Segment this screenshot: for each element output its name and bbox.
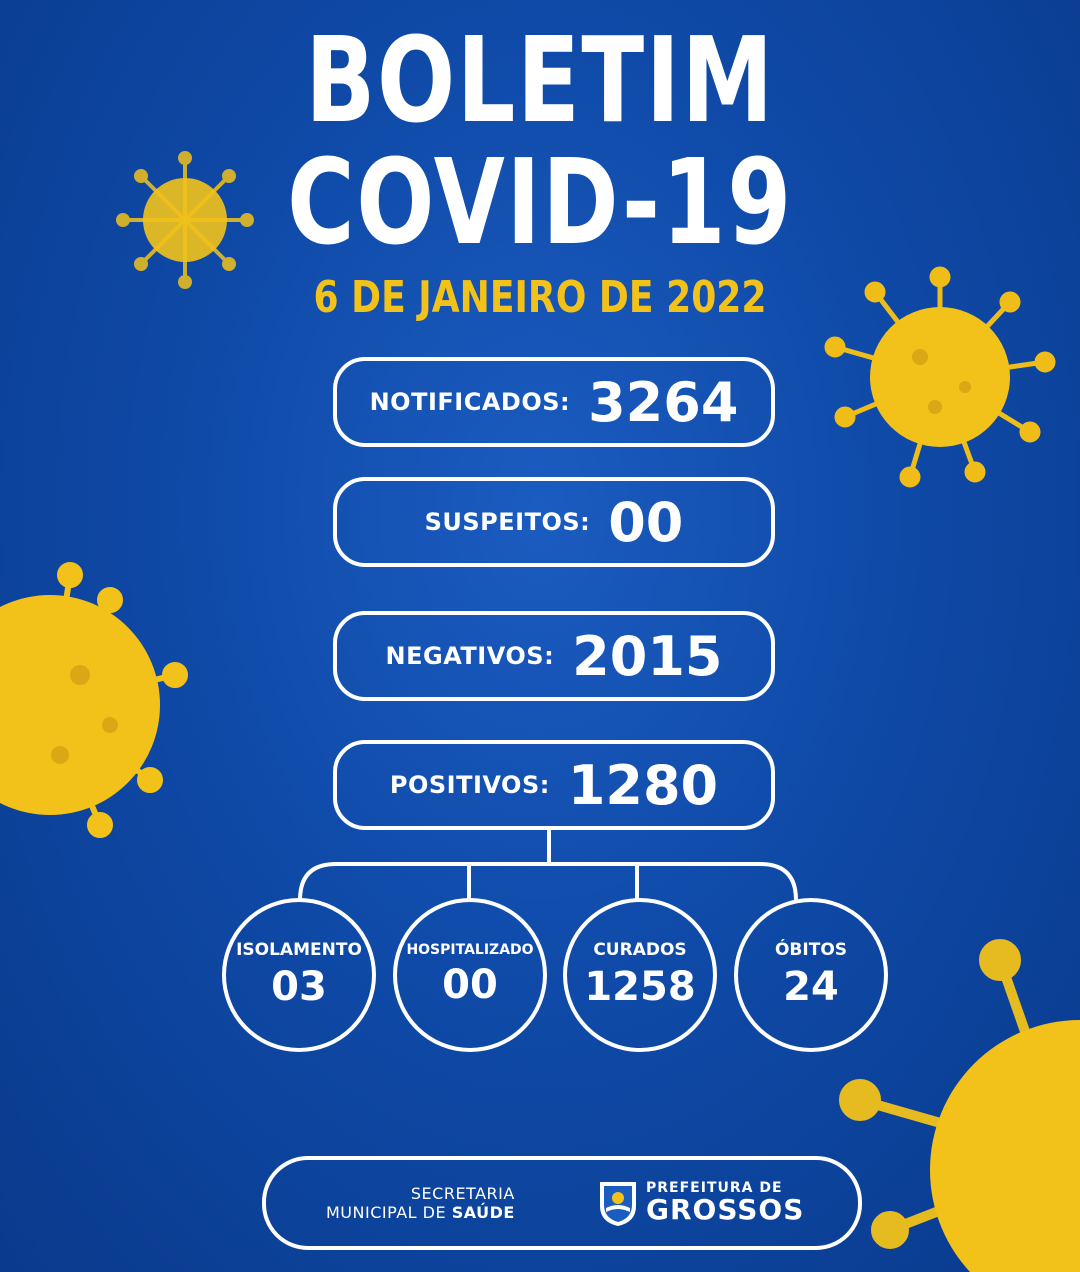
stat-value: 2015 bbox=[572, 624, 723, 688]
breakdown-value: 03 bbox=[271, 964, 327, 1010]
breakdown-value: 1258 bbox=[584, 964, 696, 1010]
breakdown-hospitalizado bbox=[393, 898, 547, 1052]
stat-value: 3264 bbox=[588, 370, 739, 434]
breakdown-isolamento bbox=[222, 898, 376, 1052]
breakdown-value: 00 bbox=[442, 962, 498, 1008]
city-seal-icon bbox=[596, 1178, 640, 1228]
title-line-2: COVID-19 bbox=[287, 133, 793, 271]
secretaria-line-2a: MUNICIPAL DE bbox=[326, 1203, 452, 1222]
stat-label: POSITIVOS: bbox=[389, 771, 550, 799]
stat-value: 1280 bbox=[567, 753, 719, 817]
secretaria-line-1: SECRETARIA bbox=[410, 1184, 515, 1203]
breakdown-obitos bbox=[734, 898, 888, 1052]
breakdown-value: 24 bbox=[783, 964, 839, 1010]
stat-label: NEGATIVOS: bbox=[385, 642, 555, 670]
breakdown-label: ÓBITOS bbox=[774, 940, 848, 960]
secretaria-text bbox=[326, 1184, 515, 1222]
stat-label: SUSPEITOS: bbox=[424, 508, 591, 536]
prefeitura-line-1: PREFEITURA DE bbox=[646, 1180, 783, 1196]
prefeitura-text bbox=[646, 1180, 804, 1224]
secretaria-line-2b: SAÚDE bbox=[451, 1203, 515, 1222]
breakdown-curados bbox=[563, 898, 717, 1052]
title-line-1: BOLETIM bbox=[305, 11, 775, 149]
bulletin-date: 6 DE JANEIRO DE 2022 bbox=[313, 272, 767, 323]
breakdown-label: ISOLAMENTO bbox=[236, 940, 362, 960]
footer-bar bbox=[262, 1156, 862, 1250]
stat-value: 00 bbox=[608, 490, 684, 554]
breakdown-label: CURADOS bbox=[593, 940, 687, 960]
prefeitura-line-2: GROSSOS bbox=[646, 1193, 805, 1226]
stat-label: NOTIFICADOS: bbox=[369, 388, 571, 416]
breakdown-label: HOSPITALIZADO bbox=[406, 942, 534, 958]
